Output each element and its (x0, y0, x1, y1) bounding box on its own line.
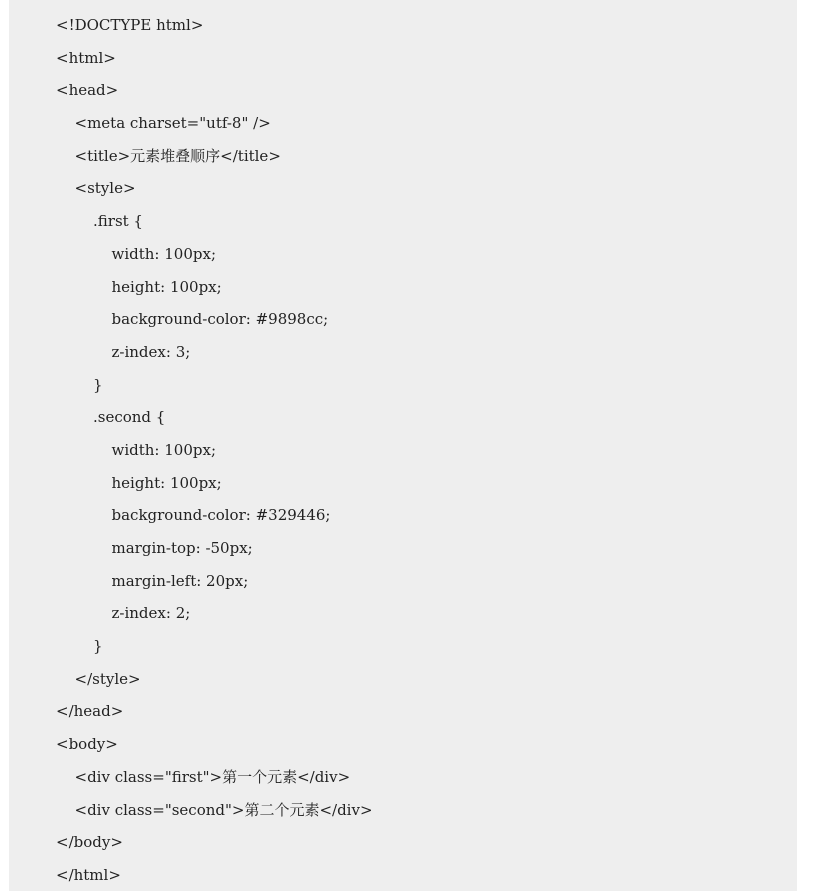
code-line: <html> (56, 48, 116, 67)
code-line: background-color: #9898cc; (111, 310, 329, 329)
code-line: margin-top: -50px; (111, 539, 253, 557)
code-line: margin-left: 20px; (111, 571, 249, 590)
code-line: width: 100px; (111, 244, 216, 263)
code-line: .first { (93, 212, 143, 231)
code-line: </head> (56, 702, 124, 721)
code-line: </style> (74, 669, 141, 688)
code-line: } (93, 637, 103, 656)
code-line: <div class="second">第二个元素</div> (74, 800, 373, 819)
code-line: height: 100px; (111, 473, 222, 492)
code-line: <title>元素堆叠顺序</title> (74, 146, 281, 165)
code-line: </body> (56, 833, 123, 852)
code-block (9, 0, 797, 891)
code-line: .second { (93, 408, 166, 427)
code-line: } (93, 375, 103, 394)
code-line: z-index: 3; (111, 342, 191, 361)
code-line: <div class="first">第一个元素</div> (74, 767, 351, 786)
code-line: background-color: #329446; (111, 506, 331, 525)
code-line: <head> (56, 81, 119, 100)
code-line: width: 100px; (111, 440, 216, 459)
code-line: <style> (74, 179, 136, 198)
code-line: </html> (56, 865, 121, 884)
code-line: <body> (56, 735, 118, 754)
code-line: height: 100px; (111, 277, 222, 296)
code-line: z-index: 2; (111, 604, 191, 623)
code-line: <!DOCTYPE html> (56, 16, 204, 34)
code-line: <meta charset="utf-8" /> (74, 114, 271, 133)
